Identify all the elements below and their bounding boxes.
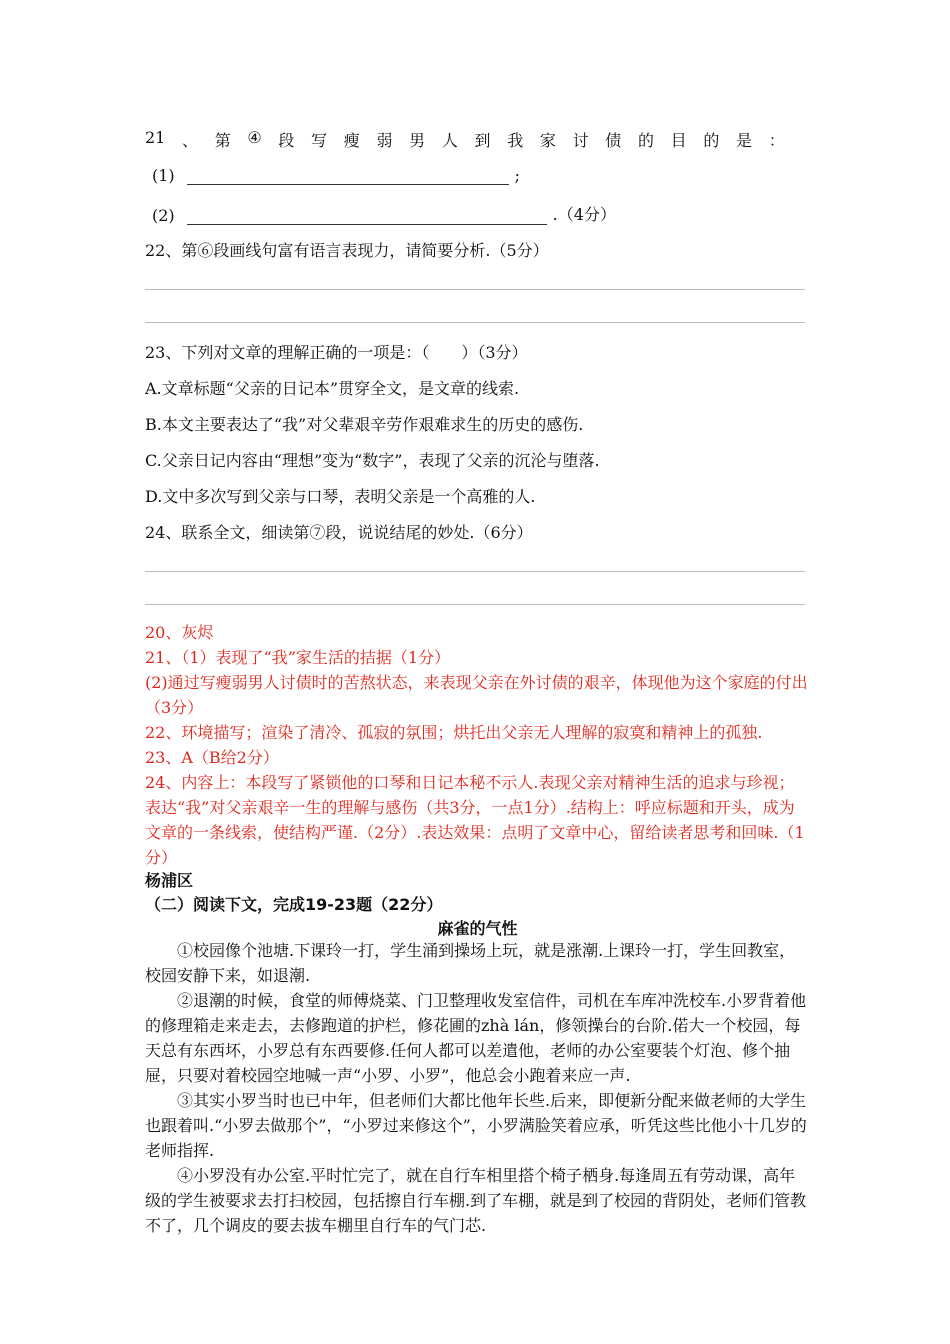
- answer-line[interactable]: [145, 571, 805, 572]
- q21-char: 段: [278, 131, 295, 150]
- answer-21-1: 21、（1）表现了“我”家生活的拮据（1分）: [145, 648, 451, 667]
- question-22: 22、第⑥段画线句富有语言表现力，请简要分析.（5分）: [145, 241, 549, 260]
- q21-char: 是: [736, 131, 753, 150]
- answer-blank-2[interactable]: [187, 208, 547, 225]
- district-heading: 杨浦区: [145, 871, 194, 890]
- q21-char: 家: [539, 131, 556, 150]
- q21-sub1: [152, 166, 520, 185]
- q21-char: 写: [311, 131, 328, 150]
- article-paragraph: ②退潮的时候，食堂的师傅烧菜、门卫整理收发室信件，司机在车库冲洗校车.小罗背着他的修理箱走来走去，去修跑道的护栏，修花圃的zhà lán，修领操台的台阶.偌大一个校园，每天总有东西坏，小罗总有东西要修.任何人都可以差遣他，老师的办公室要装个灯泡、修个抽屉，只要对着校园空地喊一声“小罗、小罗”，他总会小跑着来应一声.: [145, 991, 807, 1085]
- q21-char: 讨: [572, 131, 589, 150]
- q21-char: 到: [474, 131, 491, 150]
- article-paragraph: ④小罗没有办公室.平时忙完了，就在自行车相里搭个椅子栖身.每逢周五有劳动课，高年级的学生被要求去打扫校园，包括擦自行车棚.到了车棚，就是到了校园的背阴处，老师们管教不了，几个调皮的要去拔车棚里自行车的气门芯.: [145, 1166, 807, 1235]
- question-23: 23、下列对文章的理解正确的一项是：（ ）（3分）: [145, 343, 528, 362]
- answer-23: 23、A（B给2分）: [145, 748, 279, 767]
- article-title: 麻雀的气性: [437, 919, 518, 938]
- answer-line[interactable]: [145, 289, 805, 290]
- q21-char: 第: [214, 131, 231, 150]
- q21-char: ：: [768, 131, 785, 150]
- q21-sub1-label: (1): [152, 166, 175, 185]
- article-body: [145, 938, 810, 1238]
- q21-char: 弱: [376, 131, 393, 150]
- question-21: [145, 128, 785, 151]
- q23-option-b: B.本文主要表达了“我”对父辈艰辛劳作艰难求生的历史的感伤.: [145, 415, 584, 434]
- q21-sub2-end: .（4分）: [552, 205, 616, 224]
- q21-char: 、: [182, 131, 199, 150]
- article-paragraph: ③其实小罗当时也已中年，但老师们大都比他年长些.后来，即便新分配来做老师的大学生也跟着叫.“小罗去做那个”，“小罗过来修这个”，小罗满脸笑着应承，听凭这些比他小十几岁的老师指挥.: [145, 1091, 807, 1160]
- question-24: 24、联系全文，细读第⑦段，说说结尾的妙处.（6分）: [145, 523, 533, 542]
- answer-21-2: (2)通过写瘦弱男人讨债时的苦熬状态，来表现父亲在外讨债的艰辛，体现他为这个家庭的付出（3分）: [145, 673, 808, 717]
- answer-22: 22、环境描写；渲染了清冷、孤寂的氛围；烘托出父亲无人理解的寂寞和精神上的孤独.: [145, 723, 763, 742]
- q21-sub1-end: ;: [514, 166, 521, 185]
- q23-option-c: C.父亲日记内容由“理想”变为“数字”，表现了父亲的沉沦与堕落.: [145, 451, 600, 470]
- section-instruction: （二）阅读下文，完成19-23题（22分）: [145, 895, 443, 914]
- q23-option-d: D.文中多次写到父亲与口琴，表明父亲是一个高雅的人.: [145, 487, 536, 506]
- q21-char: 的: [703, 131, 720, 150]
- q21-char: 目: [670, 131, 687, 150]
- q21-char: ④: [247, 128, 262, 147]
- q21-char: 的: [637, 131, 654, 150]
- q21-char: 我: [507, 131, 524, 150]
- q21-char: 21: [145, 128, 166, 147]
- answer-24: 24、内容上：本段写了紧锁他的口琴和日记本秘不示人.表现父亲对精神生活的追求与珍视；表达“我”对父亲艰辛一生的理解与感伤（共3分，一点1分）.结构上：呼应标题和开头，成为文章的一条线索，使结构严谨.（2分）.表达效果：点明了文章中心，留给读者思考和回味.（1分）: [145, 773, 805, 867]
- q21-char: 人: [441, 131, 458, 150]
- article-paragraph: ①校园像个池塘.下课玲一打，学生涌到操场上玩，就是涨潮.上课玲一打，学生回教室，校园安静下来，如退潮.: [145, 941, 796, 985]
- answer-line[interactable]: [145, 604, 805, 605]
- q21-sub2-label: (2): [152, 206, 175, 225]
- answer-blank-1[interactable]: [187, 168, 509, 185]
- q21-char: 瘦: [343, 131, 360, 150]
- q21-char: 债: [605, 131, 622, 150]
- q21-char: 男: [409, 131, 426, 150]
- answer-line[interactable]: [145, 322, 805, 323]
- answer-20: 20、灰烬: [145, 623, 214, 642]
- q23-option-a: A.文章标题“父亲的日记本”贯穿全文，是文章的线索.: [145, 379, 520, 398]
- q21-sub2: [152, 202, 616, 225]
